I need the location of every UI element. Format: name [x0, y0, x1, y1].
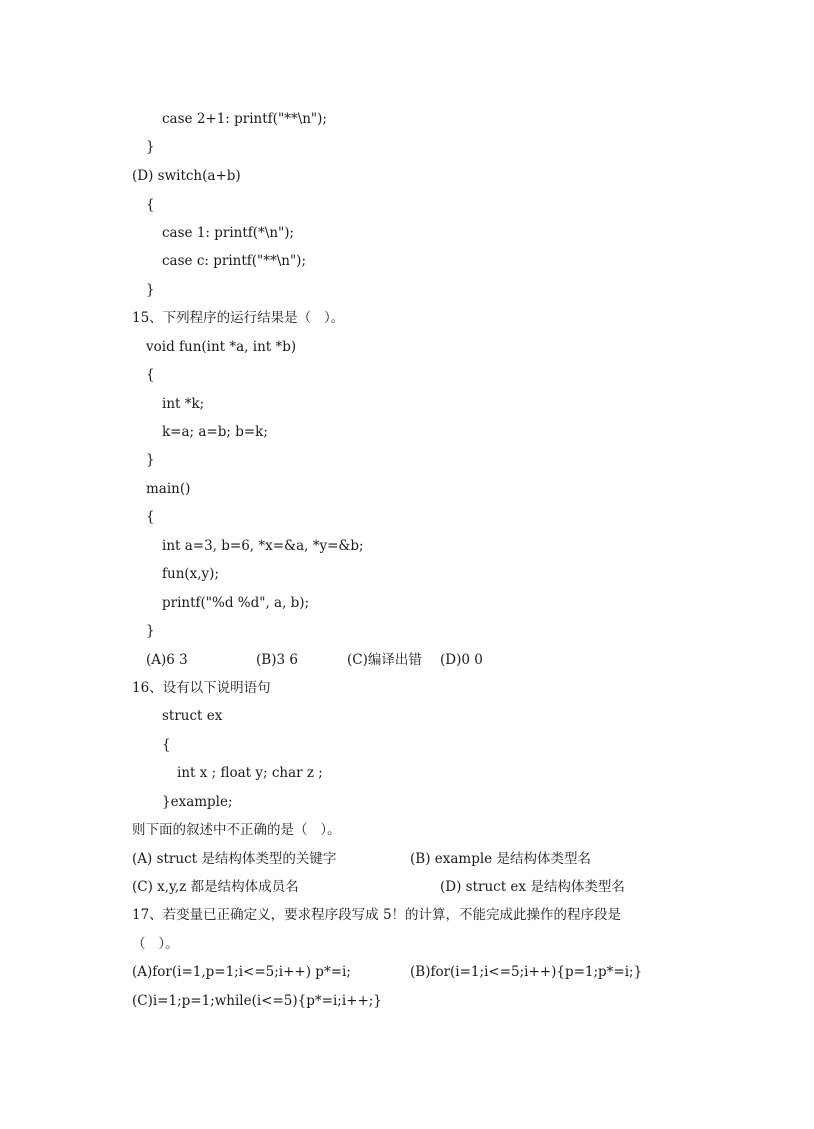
option-c: (C) x,y,z 都是结构体成员名 [132, 879, 299, 895]
code-line: fun(x,y); [162, 566, 219, 582]
code-line: } [146, 139, 155, 155]
code-line: void fun(int *a, int *b) [146, 339, 297, 355]
question-15-heading: 15、下列程序的运行结果是（ ）。 [132, 310, 345, 326]
code-line: k=a; a=b; b=k; [162, 424, 268, 440]
option-b: (B)for(i=1;i<=5;i++){p=1;p*=i;} [410, 964, 643, 980]
code-line: struct ex [162, 708, 223, 724]
option-d: (D)0 0 [440, 652, 483, 668]
option-d-line: (D) switch(a+b) [132, 168, 241, 184]
option-b: (B) example 是结构体类型名 [410, 851, 591, 867]
question-17-heading: 17、若变量已正确定义，要求程序段写成 5！的计算，不能完成此操作的程序段是 [132, 907, 622, 923]
option-d: (D) struct ex 是结构体类型名 [440, 879, 625, 895]
code-line: int a=3, b=6, *x=&a, *y=&b; [162, 538, 364, 554]
code-line: { [146, 367, 155, 383]
code-line: int x ; float y; char z ; [177, 765, 323, 781]
code-line: int *k; [162, 396, 205, 412]
code-line: main() [146, 481, 191, 497]
option-c: (C)i=1;p=1;while(i<=5){p*=i;i++;} [132, 993, 382, 1009]
option-a: (A)for(i=1,p=1;i<=5;i++) p*=i; [132, 964, 351, 980]
code-line: case 1: printf(*\n"); [162, 225, 295, 241]
code-line: case 2+1: printf("**\n"); [162, 111, 327, 127]
code-line: { [146, 509, 155, 525]
code-line: } [146, 623, 155, 639]
question-16-heading: 16、设有以下说明语句 [132, 680, 271, 696]
option-a: (A)6 3 [146, 652, 188, 668]
code-line: { [146, 197, 155, 213]
code-line: } [146, 282, 155, 298]
question-17-blank: （ ）。 [132, 936, 179, 952]
code-line: }example; [162, 794, 233, 810]
code-line: case c: printf("**\n"); [162, 253, 306, 269]
option-b: (B)3 6 [256, 652, 298, 668]
question-16-prompt: 则下面的叙述中不正确的是（ ）。 [132, 822, 341, 838]
code-line: { [162, 737, 171, 753]
code-line: } [146, 452, 155, 468]
option-a: (A) struct 是结构体类型的关键字 [132, 851, 337, 867]
option-c: (C)编译出错 [347, 652, 422, 668]
code-line: printf("%d %d", a, b); [162, 595, 310, 611]
